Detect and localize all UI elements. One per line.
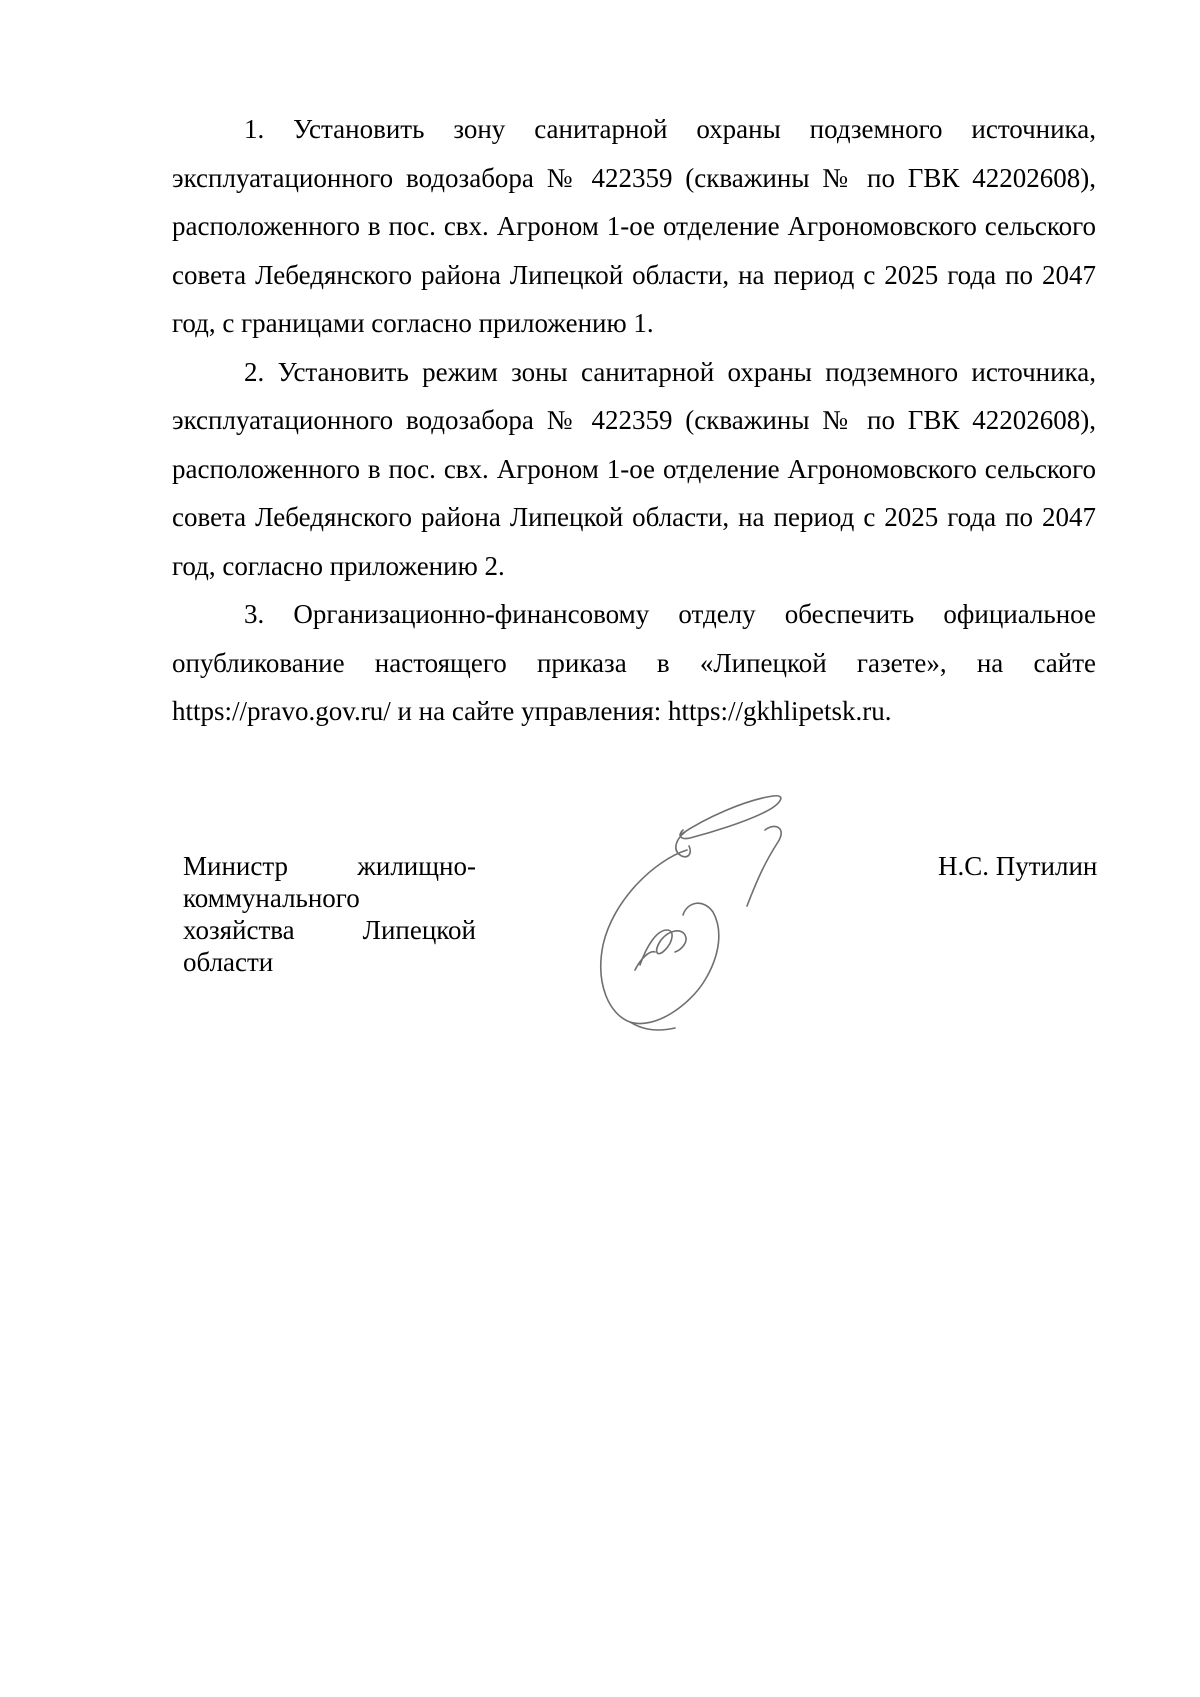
signatory-title: Министр жилищно-коммунального хозяйства Липецкой области <box>183 851 476 977</box>
paragraph-1: 1. Установить зону санитарной охраны подземного источника, эксплуатационного водозабора № 422359 (скважины № по ГВК 42202608), расположенного в пос. свх. Агроном 1-ое отделение Агрономовского сельского совета Лебедянского района Липецкой области, на период с 2025 года по 2047 год, с границами согласно приложению 1. <box>172 114 1096 338</box>
paragraph-2: 2. Установить режим зоны санитарной охраны подземного источника, эксплуатационного водозабора № 422359 (скважины № по ГВК 42202608), расположенного в пос. свх. Агроном 1-ое отделение Агрономовского сельского совета Лебедянского района Липецкой области, на период с 2025 года по 2047 год, согласно приложению 2. <box>172 356 1096 581</box>
signatory-name: Н.С. Путилин <box>938 851 1098 881</box>
handwritten-signature <box>595 780 855 1060</box>
paragraph-3: 3. Организационно-финансовому отделу обеспечить официальное опубликование настоящего приказа в «Липецкой газете», на сайте https://pravo.gov.ru/ и на сайте управления: https://gkhlipetsk.ru. <box>172 599 1096 726</box>
document-body <box>172 105 1096 736</box>
